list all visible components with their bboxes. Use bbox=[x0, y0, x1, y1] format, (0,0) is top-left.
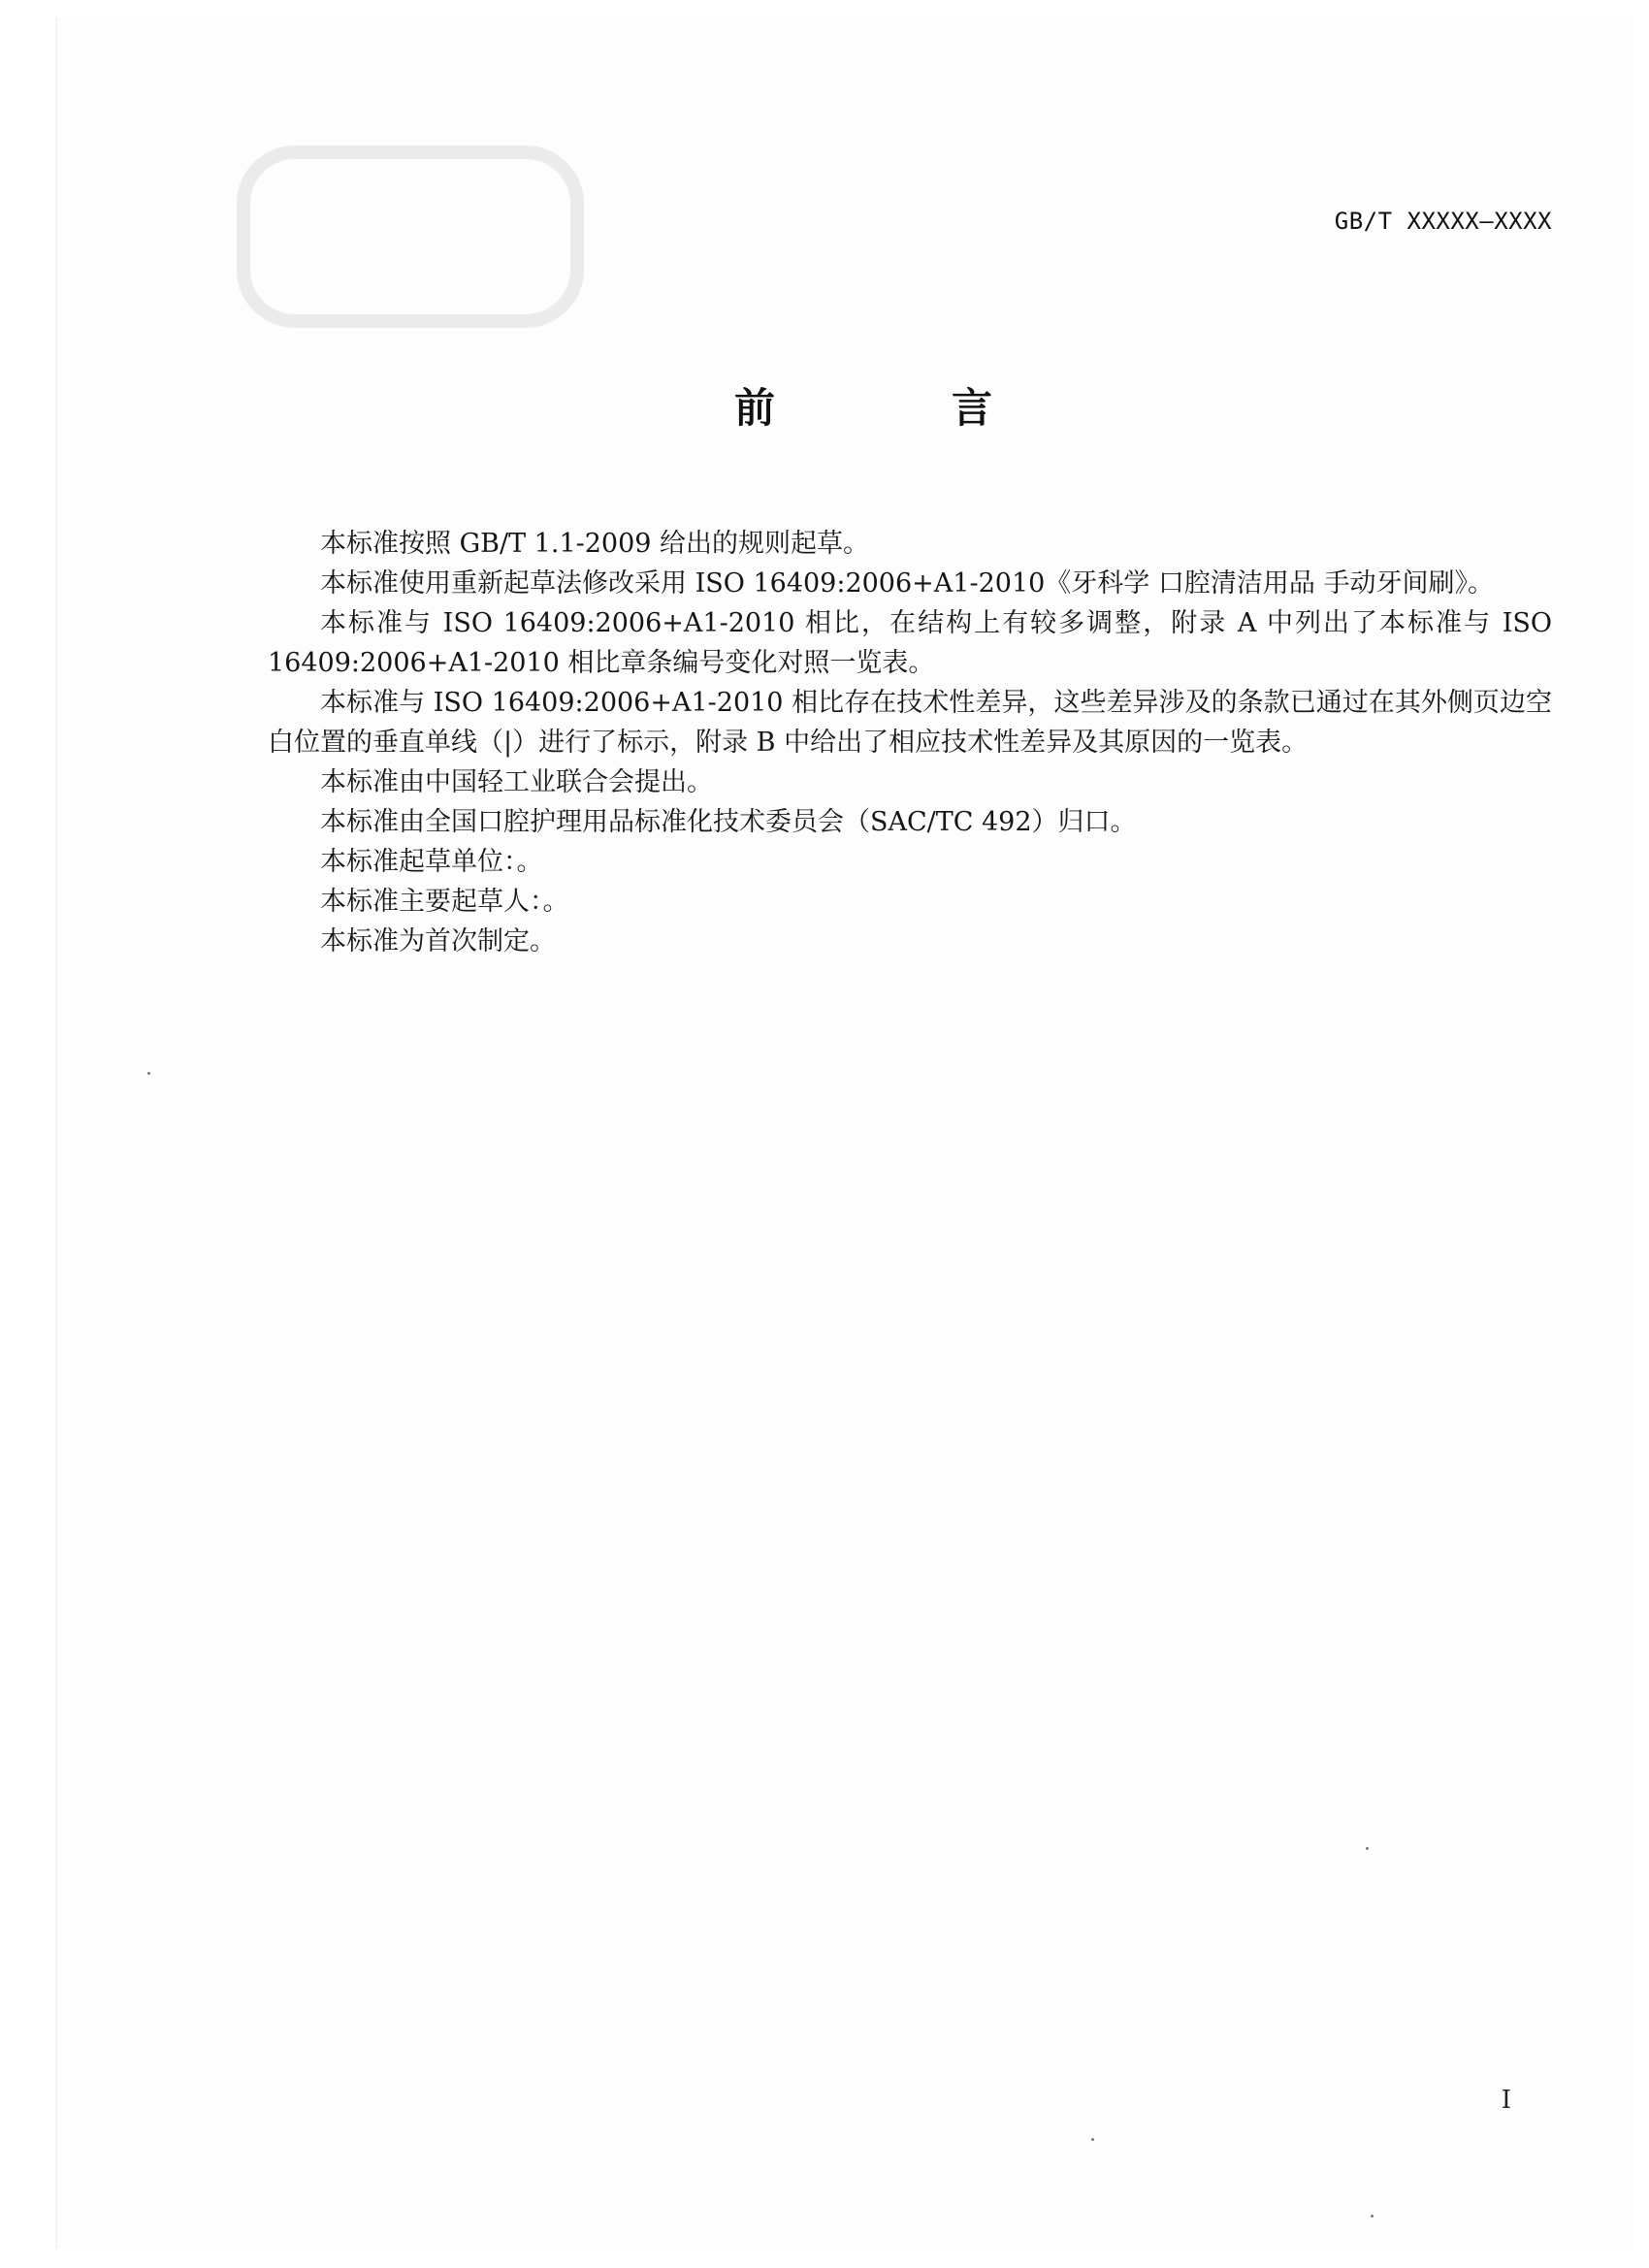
scan-speck-icon bbox=[1371, 2215, 1374, 2218]
bleed-through-logo-icon bbox=[237, 146, 584, 328]
foreword-body bbox=[268, 524, 1552, 961]
scan-speck-icon bbox=[1366, 1847, 1369, 1850]
foreword-paragraph: 本标准由全国口腔护理用品标准化技术委员会（SAC/TC 492）归口。 bbox=[320, 807, 1137, 837]
scan-speck-icon bbox=[1091, 2138, 1094, 2141]
foreword-paragraph: 本标准按照 GB/T 1.1-2009 给出的规则起草。 bbox=[320, 529, 870, 559]
foreword-paragraph: 本标准为首次制定。 bbox=[320, 926, 556, 956]
paper-sheet bbox=[56, 17, 1633, 2249]
foreword-paragraph: 本标准由中国轻工业联合会提出。 bbox=[320, 767, 713, 797]
foreword-paragraph: 本标准起草单位：。 bbox=[320, 847, 543, 877]
foreword-paragraph: 本标准使用重新起草法修改采用 ISO 16409:2006+A1-2010《牙科学 口腔清洁用品 手动牙间刷》。 bbox=[320, 568, 1494, 599]
foreword-paragraph: 本标准与 ISO 16409:2006+A1-2010 相比，在结构上有较多调整，附录 A 中列出了本标准与 ISO 16409:2006+A1-2010 相比章条编号变化对照一览表。 bbox=[268, 608, 1552, 678]
page-title: 前 言 bbox=[733, 384, 1060, 432]
standard-code: GB/T XXXXX—XXXX bbox=[1334, 208, 1552, 235]
page-number: I bbox=[1501, 2086, 1511, 2115]
scan-speck-icon bbox=[147, 1072, 150, 1075]
foreword-paragraph: 本标准与 ISO 16409:2006+A1-2010 相比存在技术性差异，这些差异涉及的条款已通过在其外侧页边空白位置的垂直单线（|）进行了标示，附录 B 中给出了相应技术性差异及其原因的一览表。 bbox=[268, 688, 1552, 758]
foreword-paragraph: 本标准主要起草人：。 bbox=[320, 887, 569, 917]
